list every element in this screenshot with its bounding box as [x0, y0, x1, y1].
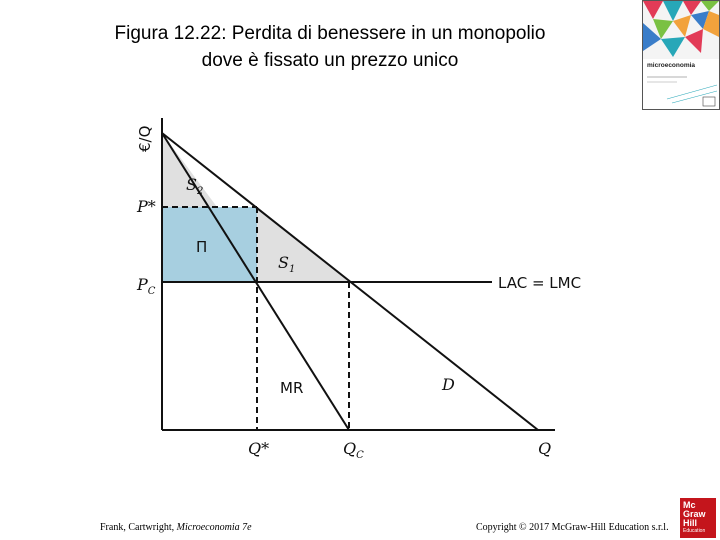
y-axis-label: €/Q	[136, 125, 154, 152]
s1-label: $S_1$	[278, 253, 296, 275]
price-star-label: P*	[137, 197, 156, 216]
logo-line-4: Education	[683, 528, 706, 534]
x-axis-label: Q	[538, 439, 552, 458]
logo-line-2: Graw	[683, 509, 706, 519]
title-line-2: dove è fissato un prezzo unico	[201, 50, 459, 71]
logo-line-3: Hill	[683, 518, 698, 528]
book-cover-title: microeconomia	[647, 62, 696, 69]
mr-label: MR	[280, 379, 304, 397]
footer-citation	[100, 522, 252, 533]
footer-book-title: Microeconomia 7e	[176, 522, 252, 533]
footer-copyright: Copyright © 2017 McGraw-Hill Education s.r.l.	[476, 522, 669, 533]
logo-line-1: Mc	[683, 500, 696, 510]
price-c-label: $P_C$	[137, 275, 156, 297]
mcgraw-hill-logo	[680, 498, 716, 538]
qty-star-label: Q*	[248, 439, 270, 458]
footer-authors: Frank, Cartwright,	[100, 522, 177, 533]
qty-c-label: $Q_C$	[343, 439, 364, 461]
s2-label: $S_2$	[186, 175, 204, 197]
profit-label: Π	[196, 238, 208, 256]
demand-label: D	[442, 375, 455, 394]
lac-lmc-label: LAC = LMC	[498, 274, 582, 292]
title-line-1: Figura 12.22: Perdita di benessere in un monopolio	[114, 23, 546, 44]
profit-area	[162, 207, 257, 282]
